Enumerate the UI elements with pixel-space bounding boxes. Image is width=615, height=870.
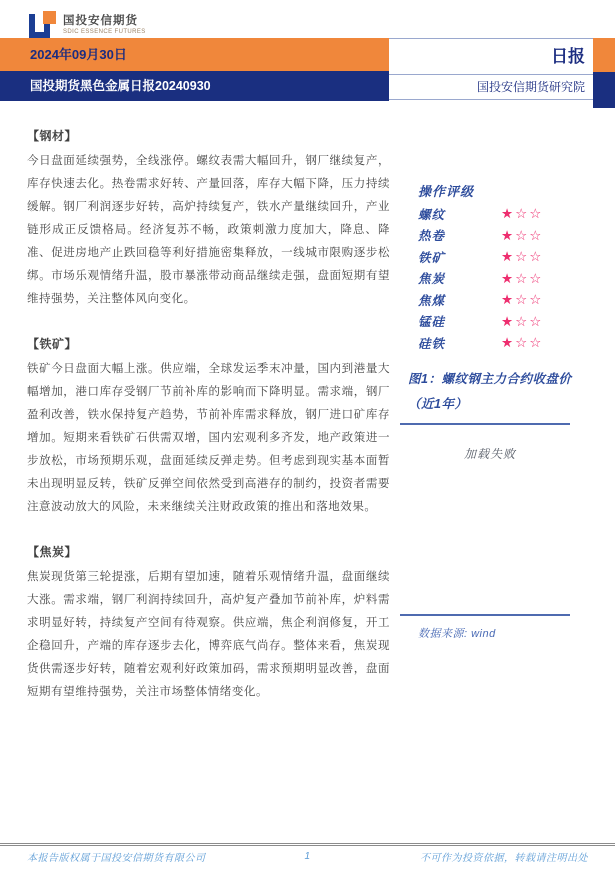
logo-orange-corner-shape [43,11,56,24]
data-source-note: 数据来源: wind [418,627,496,640]
orange-accent-block [593,38,615,72]
footer [0,849,615,864]
star-rating-icon: ★☆☆ [501,335,544,350]
figure-top-rule [400,423,570,425]
figure-caption-line1: 图1：螺纹钢主力合约收盘价 [408,371,572,386]
sidebar [400,181,572,641]
rating-row-rebar [400,203,572,225]
page-number: 1 [304,851,311,862]
commentary-column [27,127,390,728]
company-name-en: SDIC ESSENCE FUTURES [63,28,146,35]
footer-divider [0,843,615,846]
rating-label: 铁矿 [418,250,446,265]
figure-source-box [400,614,570,641]
rating-label: 锰硅 [418,315,446,330]
star-rating-icon: ★☆☆ [501,227,544,243]
institute-name: 国投安信期货研究院 [389,75,593,100]
star-rating-icon: ★☆☆ [501,292,544,307]
rating-label: 热卷 [418,229,446,244]
figure-caption-line2: （近1年） [408,396,468,411]
section-iron-ore [27,335,390,519]
figure-load-failed-placeholder: 加载失败 [463,446,516,461]
company-name-cn: 国投安信期货 [63,15,138,28]
company-logo [29,11,146,38]
rating-row-hot-coil [400,225,572,247]
header-band [0,38,615,108]
section-body: 今日盘面延续强势，全线涨停。螺纹表需大幅回升，钢厂继续复产，库存快速去化。热卷需求好转、产量回落，库存大幅下降，压力持续缓解。钢厂利润逐步好转，高炉持续复产，铁水产量继续回升，产业链形成正反馈格局。经济复苏不畅，政策刺激力度加大，降息、降准、促进房地产止跌回稳等利好措施密集释放，一线城市限购逐步松绑。市场乐观情绪升温，股市暴涨带动商品继续走强，盘面短期有望维持强势，关注整体风向变化。 [27,155,390,305]
footer-disclaimer: 不可作为投资依据，转载请注明出处 [420,853,588,864]
rating-row-iron-ore [400,246,572,268]
star-rating-icon: ★☆☆ [501,249,544,264]
figure-1 [400,367,572,641]
company-logo-icon [29,11,56,38]
footer-copyright: 本报告版权属于国投安信期货有限公司 [27,853,206,864]
rating-label: 焦炭 [418,272,446,287]
section-heading: 【钢材】 [27,129,78,143]
section-steel [27,127,390,311]
report-title: 国投期货黑色金属日报20240930 [0,71,389,101]
header-band-middle [389,38,593,100]
section-heading: 【焦炭】 [27,545,78,559]
figure-caption [408,367,572,417]
report-date: 2024年09月30日 [0,38,389,71]
rating-row-coking-coal [400,289,572,311]
rating-row-coke [400,268,572,290]
rating-row-ferrosilicon [400,332,572,354]
header-band-left [0,38,389,101]
star-rating-icon: ★☆☆ [501,313,544,329]
rating-label: 硅铁 [418,336,446,351]
rating-row-silicomanganese [400,311,572,333]
section-body: 焦炭现货第三轮提涨，后期有望加速，随着乐观情绪升温，盘面继续大涨。需求端，钢厂利润持续回升，高炉复产叠加节前补库，炉料需求明显好转，持续复产空间有待观察。供应端，焦企利润修复，开工企稳回升，产端的库存逐步去化，博弈底气尚存。整体来看，焦炭现货供需逐步好转，随着宏观利好政策加码，需求预期明显改善，盘面短期有望维持强势，关注市场整体情绪变化。 [27,571,390,698]
section-coke [27,543,390,704]
company-logo-text [63,13,146,35]
rating-label: 焦煤 [418,293,446,308]
section-heading: 【铁矿】 [27,337,78,351]
rating-label: 螺纹 [418,207,446,222]
report-type-label: 日报 [389,39,593,75]
header-band-right [593,38,615,108]
star-rating-icon: ★☆☆ [501,270,544,286]
star-rating-icon: ★☆☆ [501,206,544,221]
ratings-title: 操作评级 [418,184,475,199]
navy-accent-block [593,72,615,108]
section-body: 铁矿今日盘面大幅上涨。供应端，全球发运季末冲量，国内到港量大幅增加，港口库存受钢厂节前补库的影响而下降明显。需求端，钢厂盈利改善，铁水保持复产趋势，节前补库需求释放，钢厂进口矿库存增加。短期来看铁矿石供需双增，国内宏观利多齐发，地产政策进一步放松，市场预期乐观，盘面延续反弹走势。但考虑到现实基本面暂未出现明显反转，铁矿反弹空间依然受到高港存的制约，投资者需要注意波动放大的风险，未来继续关注财政政策的推出和落地效果。 [27,363,390,513]
figure-empty-area [408,462,572,614]
